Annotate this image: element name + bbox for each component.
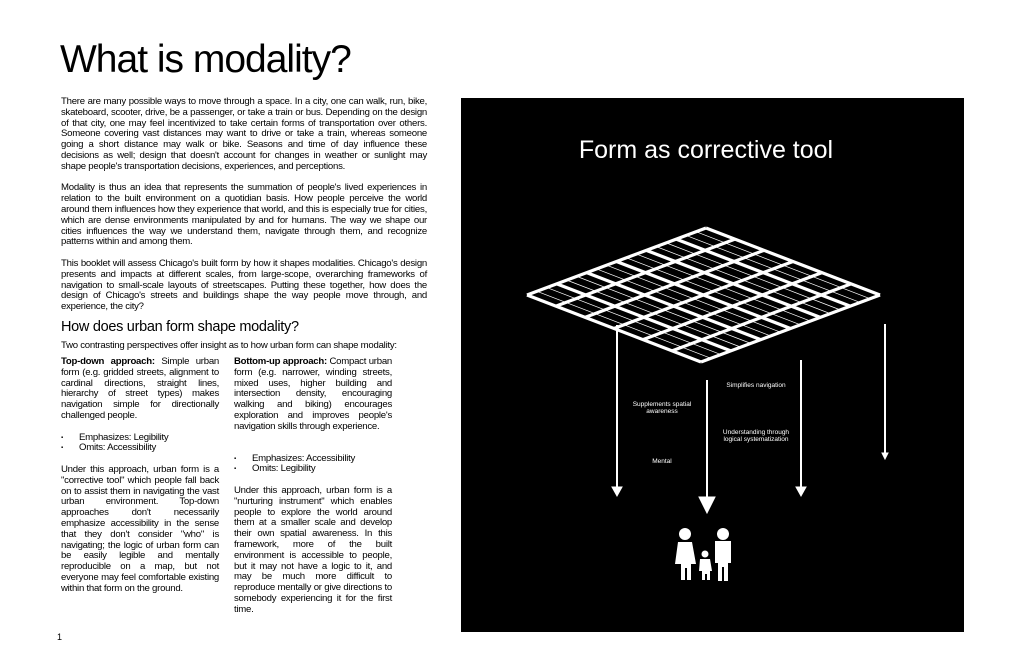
top-down-body: Under this approach, urban form is a "corrective tool" which people fall back on to assist them in navigating the vast urban environment. Top-down approaches don't necessarily emphasize accessibility in the sense that they don't consider "who" is navigating; the logic of urban form can be easily legible and mentally reproducible on a map, but not everyone may feel comfortable existing within that form on the ground. (61, 463, 219, 594)
top-down-column (61, 357, 219, 595)
intro-text (61, 97, 427, 324)
arrowhead (612, 487, 622, 496)
bottom-up-label: Bottom-up approach: (234, 356, 327, 367)
arrowhead (699, 497, 715, 513)
label-supplements: Supplements spatial awareness (632, 401, 692, 415)
bottom-up-body: Under this approach, urban form is a "nurturing instrument" which enables people to explore the world around them at a smaller scale and develop their own spatial awareness. In this framework, more of the built environment is accessible to people, but it may not have a logic to it, and may be much more difficult to reproduce mentally or give directions to somebody experiencing it for the first time. (234, 484, 392, 615)
figure-title: Form as corrective tool (578, 136, 834, 164)
figure-panel (461, 98, 964, 632)
label-mental: Mental (652, 458, 672, 465)
bottom-up-bullets (234, 454, 392, 476)
arrowhead (796, 487, 806, 496)
top-down-bullets (61, 433, 219, 455)
page-number: 1 (57, 632, 63, 642)
intro-paragraph: There are many possible ways to move through a space. In a city, one can walk, run, bike, skateboard, scooter, drive, be a passenger, or take a train or bus. Depending on the design of that city, one may feel incentivized to take certain forms of transportation over others. Someone covering vast distances may want to drive or take a train, whereas someone going a short distance may walk or bike. Seasons and time of day influence these decisions as well; design that doesn't account for changes in weather or sunlight may shape people's transportation decisions, experiences, and perceptions. (61, 96, 427, 172)
top-down-text: Simple urban form (e.g. gridded streets, alignment to cardinal directions, straight lines, hierarchy of street types) makes navigation simple for directionally challenged people. (61, 356, 219, 421)
intro-paragraph: This booklet will assess Chicago's built form by how it shapes modalities. Chicago's design presents and impacts at different scales, from large-scope, overarching frameworks of navigation to small-scale layouts of streetscapes. Putting these together, how does the design of Chicago's streets and buildings shape the way people move through, and experience, the city? (61, 257, 427, 313)
lead-text: Two contrasting perspectives offer insight as to how urban form can shape modality: (61, 340, 397, 351)
bullet-item: ▪ Emphasizes: Accessibility (234, 454, 392, 465)
bullet-item: ▪ Omits: Legibility (234, 464, 392, 475)
top-down-description (61, 357, 219, 422)
bottom-up-text: Compact urban form (e.g. narrower, winding streets, mixed uses, higher building and intersection density, encouraging walking and biking) encourages exploration and improves people's navigation skills through experience. (234, 356, 392, 432)
bottom-up-column (234, 357, 392, 616)
top-down-label: Top-down approach: (61, 356, 155, 367)
arrowhead (882, 453, 888, 459)
label-supplements-box (632, 401, 692, 421)
figure-graphic (461, 98, 964, 632)
bullet-item: ▪ Emphasizes: Legibility (61, 433, 219, 444)
page-title: What is modality? (60, 38, 351, 81)
label-understanding-box (716, 429, 796, 449)
bottom-up-description (234, 357, 392, 433)
label-simplifies: Simplifies navigation (726, 382, 786, 389)
bullet-item: ▪ Omits: Accessibility (61, 443, 219, 454)
people-icon (675, 528, 731, 581)
label-understanding: Understanding through logical systematization (722, 429, 790, 443)
street-grid-icon (527, 228, 880, 362)
intro-paragraph: Modality is thus an idea that represents the summation of people's lived experiences in relation to the built environment on a quotidian basis. How people perceive the world around them influences how they experience that world, and this is especially true for cities, which are dense environments manipulated by and for humans. The way we shape our cities influences the way we understand them, navigate through them, and recognize patterns within and among them. (61, 182, 427, 248)
section-heading: How does urban form shape modality? (61, 319, 299, 335)
